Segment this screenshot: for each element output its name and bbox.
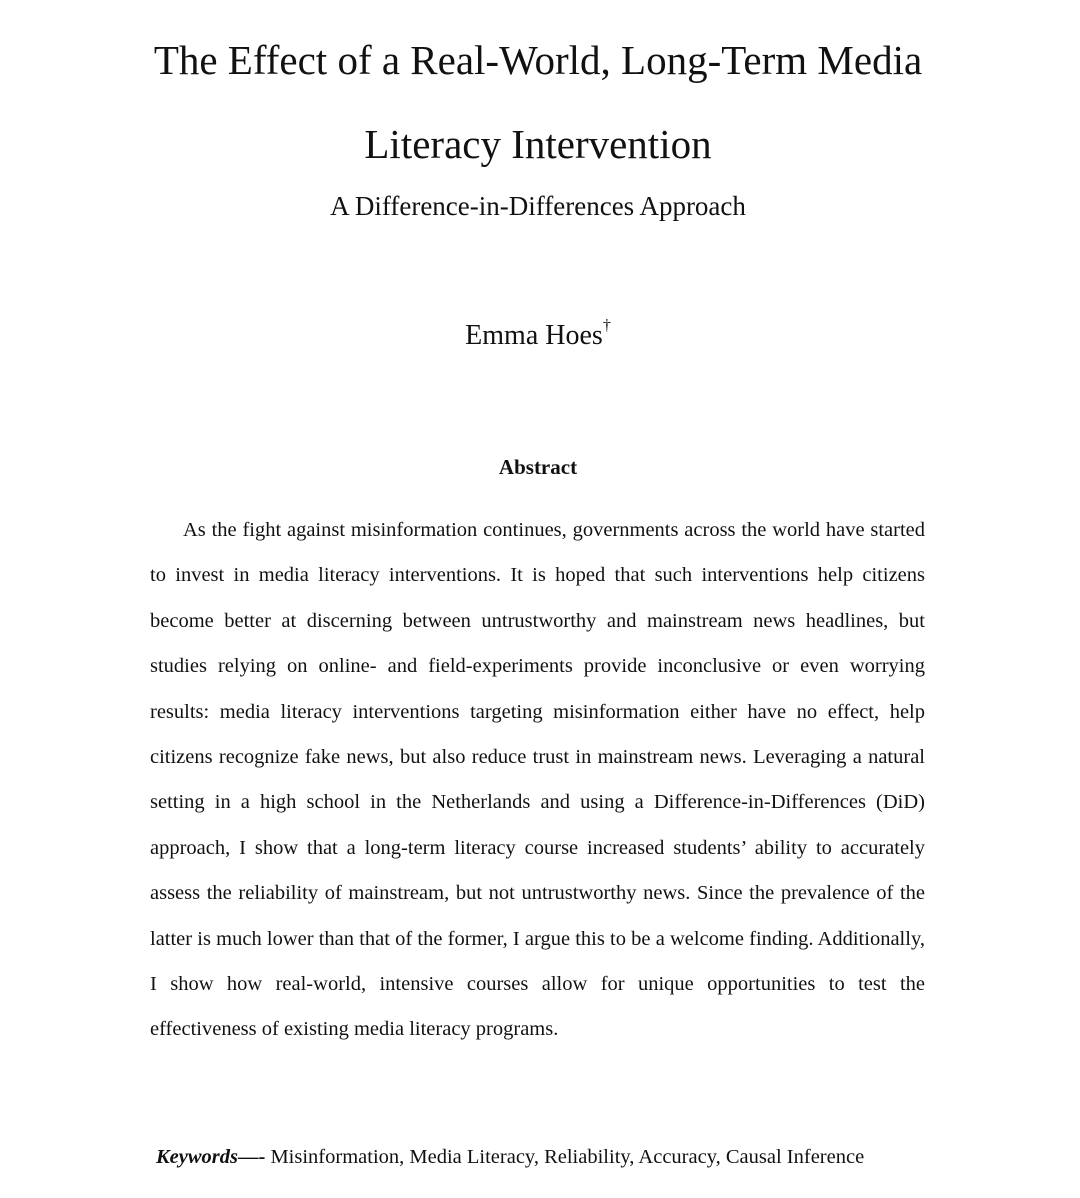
keywords-list: Misinformation, Media Literacy, Reliability, Accuracy, Causal Inference <box>270 1146 865 1168</box>
keywords-dash: —- <box>238 1146 266 1168</box>
paper-subtitle: A Difference-in-Differences Approach <box>330 191 746 221</box>
abstract-heading: Abstract <box>498 455 578 479</box>
paper-title-line-1: The Effect of a Real-World, Long-Term Media <box>153 37 923 83</box>
author-block <box>100 317 976 352</box>
author-footnote-mark: † <box>602 317 611 334</box>
author-name: Emma Hoes <box>465 320 603 351</box>
paper-title-line-2: Literacy Intervention <box>364 121 712 167</box>
keywords-line <box>156 1146 966 1169</box>
abstract-text: As the fight against misinformation continues, governments across the world have started to invest in media literacy interventions. It is hoped that such interventions help citizens become better at discerning between untrustworthy and mainstream news headlines, but studies relying on online- and field-experiments provide inconclusive or even worrying results: media literacy interventions targeting misinformation either have no effect, help citizens recognize fake news, but also reduce trust in mainstream news. Leveraging a natural setting in a high school in the Netherlands and using a Difference-in-Differences (DiD) approach, I show that a long-term literacy course increased students’ ability to accurately assess the reliability of mainstream, but not untrustworthy news. Since the prevalence of the latter is much lower than that of the former, I argue this to be a welcome finding. Additionally, I show how real-world, intensive courses allow for unique opportunities to test the effectiveness of existing media literacy programs. <box>150 519 925 1041</box>
keywords-label: Keywords <box>156 1146 238 1168</box>
